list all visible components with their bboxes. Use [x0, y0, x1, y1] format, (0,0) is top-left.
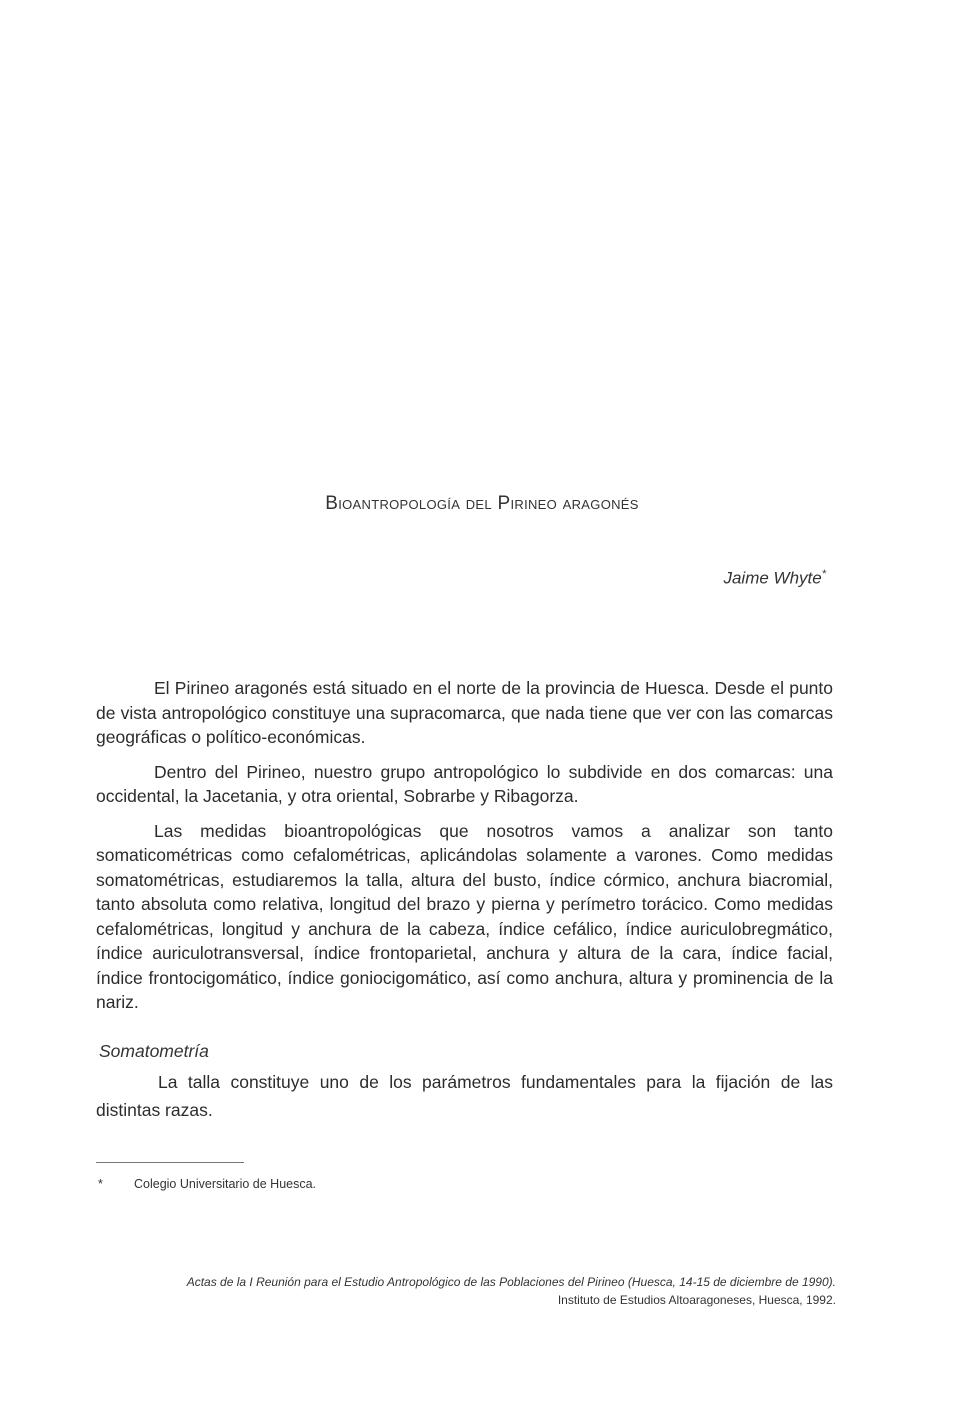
- article-title: Bioantropología del Pirineo aragonés: [325, 493, 639, 514]
- paragraph: La talla constituye uno de los parámetros fundamentales para la fijación de las distintas razas.: [96, 1072, 833, 1120]
- citation-line-2: Instituto de Estudios Altoaragoneses, Huesca, 1992.: [557, 1293, 836, 1307]
- article-author: [723, 568, 826, 589]
- publication-citation: [136, 1273, 836, 1309]
- body-text: [96, 676, 833, 1025]
- footnote-mark: *: [98, 1177, 103, 1191]
- paragraph: Dentro del Pirineo, nuestro grupo antropológico lo subdivide en dos comarcas: una occidental, la Jacetania, y otra oriental, Sobrarbe y Ribagorza.: [96, 761, 833, 806]
- footnote-rule: [96, 1162, 244, 1163]
- paragraph: Las medidas bioantropológicas que nosotros vamos a analizar son tanto somaticométricas como cefalométricas, aplicándolas solamente a varones. Como medidas somatométricas, estudiaremos la talla, altura del busto, índice córmico, anchura biacromial, tanto absoluta como relativa, longitud del brazo y pierna y perímetro torácico. Como medidas cefalométricas, longitud y anchura de la cabeza, índice cefálico, índice auriculobregmático, índice auriculotransversal, índice frontoparietal, anchura y altura de la cara, índice facial, índice frontocigomático, índice goniocigomático, así como anchura, altura y prominencia de la nariz.: [96, 820, 833, 1012]
- author-footnote-mark: *: [821, 568, 826, 580]
- section-body: [96, 1068, 833, 1124]
- paragraph: El Pirineo aragonés está situado en el norte de la provincia de Huesca. Desde el punto de vista antropológico constituye una supracomarca, que nada tiene que ver con las comarcas geográficas o político-económicas.: [96, 678, 833, 747]
- author-name: Jaime Whyte: [723, 568, 822, 588]
- section-heading: Somatometría: [99, 1041, 209, 1061]
- footnote-text: Colegio Universitario de Huesca.: [134, 1177, 317, 1191]
- citation-line-1: Actas de la I Reunión para el Estudio Antropológico de las Poblaciones del Pirineo (Huesca, 14-15 de diciembre de 1990).: [186, 1275, 836, 1289]
- footnote: [98, 1177, 316, 1191]
